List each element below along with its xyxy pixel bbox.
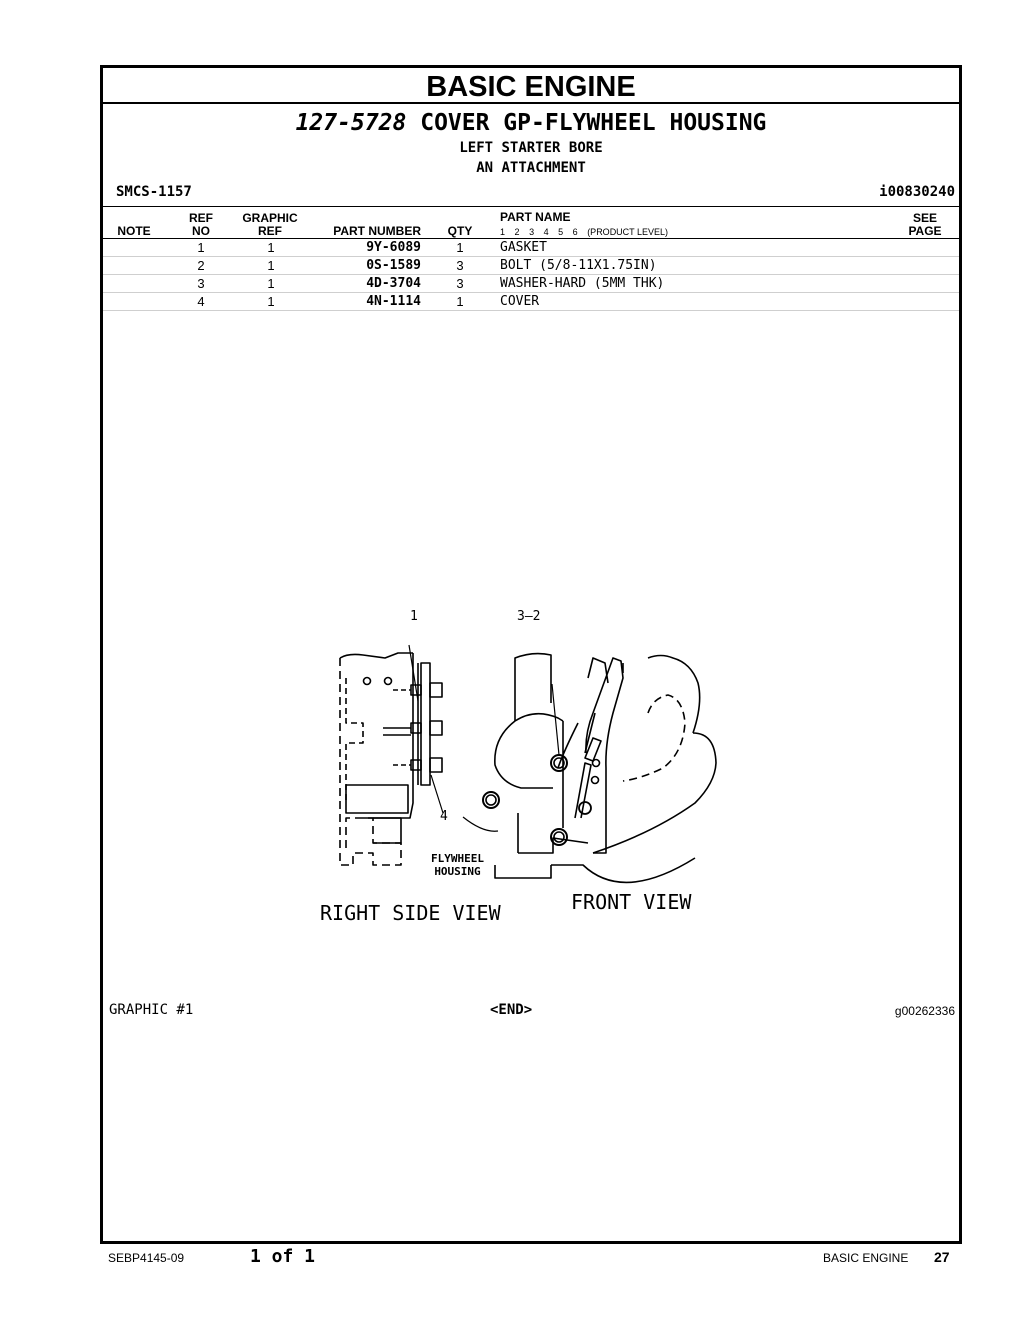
level-4: 4 — [543, 227, 549, 237]
housing-flange — [363, 818, 401, 843]
level-6: 6 — [572, 227, 578, 237]
housing-label-line2: HOUSING — [434, 865, 481, 878]
part-name: COVER — [500, 294, 540, 309]
qty: 1 — [456, 294, 464, 309]
col-part-name: PART NAME — [500, 210, 571, 224]
product-levels — [500, 227, 675, 237]
group-number: 127-5728 — [295, 110, 407, 136]
cover-side — [421, 663, 430, 785]
arm-hole-2 — [592, 777, 599, 784]
front-mount-plate — [586, 658, 623, 853]
housing-side-outline — [340, 658, 401, 865]
col-see-bottom: PAGE — [908, 224, 942, 238]
front-view-label: FRONT VIEW — [571, 890, 692, 914]
housing-label-line1: FLYWHEEL — [431, 852, 484, 865]
part-name: GASKET — [500, 240, 547, 255]
col-graphic-bottom: REF — [258, 224, 282, 238]
table-header-rule — [103, 238, 959, 239]
part-number: 4D-3704 — [366, 276, 421, 291]
housing-lower-block — [346, 785, 408, 813]
group-name: COVER GP-FLYWHEEL HOUSING — [420, 110, 767, 136]
leader-3-2 — [552, 684, 559, 755]
front-cover-left — [515, 654, 551, 721]
housing-label — [431, 852, 484, 878]
parts-illustration — [323, 603, 733, 933]
group-subtitle-2: AN ATTACHMENT — [476, 160, 586, 176]
col-graphic-top: GRAPHIC — [242, 211, 298, 225]
end-label: <END> — [490, 1002, 533, 1018]
front-housing-arc — [593, 733, 716, 853]
row-divider — [103, 310, 959, 311]
side-hole-2 — [385, 678, 392, 685]
ref-no: 1 — [197, 240, 205, 255]
side-hole-1 — [364, 678, 371, 685]
level-3: 3 — [529, 227, 535, 237]
row-divider — [103, 292, 959, 293]
part-number: 9Y-6089 — [366, 240, 421, 255]
graphic-ref: 1 — [267, 258, 275, 273]
right-side-view-label: RIGHT SIDE VIEW — [320, 901, 501, 925]
footer-page-number: 27 — [934, 1249, 950, 1265]
col-ref-top: REF — [189, 211, 213, 225]
qty: 1 — [456, 240, 464, 255]
product-level-label: (PRODUCT LEVEL) — [587, 227, 669, 237]
part-name: BOLT (5/8-11X1.75IN) — [500, 258, 657, 273]
part-number: 4N-1114 — [366, 294, 421, 309]
footer-section: BASIC ENGINE — [823, 1251, 909, 1265]
front-cover-right — [558, 721, 578, 828]
col-see-top: SEE — [912, 211, 937, 225]
level-1: 1 — [500, 227, 506, 237]
front-housing-dashed — [623, 695, 685, 781]
callout-3-2-label: 3–2 — [517, 609, 541, 624]
graphic-id: g00262336 — [894, 1004, 955, 1018]
qty: 3 — [456, 276, 464, 291]
part-name: WASHER-HARD (5MM THK) — [500, 276, 665, 291]
section-title: BASIC ENGINE — [103, 68, 959, 104]
housing-side-top — [340, 653, 413, 658]
col-note: NOTE — [117, 224, 151, 238]
page-frame — [100, 65, 962, 1244]
ref-no: 2 — [197, 258, 205, 273]
col-part-number: PART NUMBER — [333, 224, 421, 238]
row-divider — [103, 256, 959, 257]
smcs-code: SMCS-1157 — [116, 184, 192, 200]
leader-4 — [431, 775, 443, 813]
arm-bolt — [579, 802, 591, 814]
graphic-ref: 1 — [267, 294, 275, 309]
callout-4-label: 4 — [440, 809, 448, 824]
qty: 3 — [456, 258, 464, 273]
col-ref-bottom: NO — [192, 224, 210, 238]
graphic-ref: 1 — [267, 240, 275, 255]
front-base — [495, 858, 695, 882]
row-divider — [103, 274, 959, 275]
level-5: 5 — [558, 227, 564, 237]
leader-housing — [463, 817, 498, 831]
group-subtitle-1: LEFT STARTER BORE — [459, 140, 603, 156]
footer-page-of: 1 of 1 — [250, 1246, 316, 1267]
front-housing-outline — [623, 656, 700, 734]
level-2: 2 — [514, 227, 520, 237]
footer-doc-number: SEBP4145-09 — [108, 1251, 185, 1265]
graphic-ref: 1 — [267, 276, 275, 291]
ref-no: 4 — [197, 294, 205, 309]
ref-no: 3 — [197, 276, 205, 291]
col-qty: QTY — [447, 224, 473, 238]
illustration-id: i00830240 — [879, 184, 955, 200]
group-title — [103, 110, 959, 136]
arm-hole-1 — [593, 760, 600, 767]
part-number: 0S-1589 — [366, 258, 421, 273]
table-top-rule — [103, 206, 959, 207]
front-cover-outline — [495, 714, 588, 853]
graphic-label: GRAPHIC #1 — [109, 1002, 194, 1018]
callout-1-label: 1 — [410, 609, 418, 624]
